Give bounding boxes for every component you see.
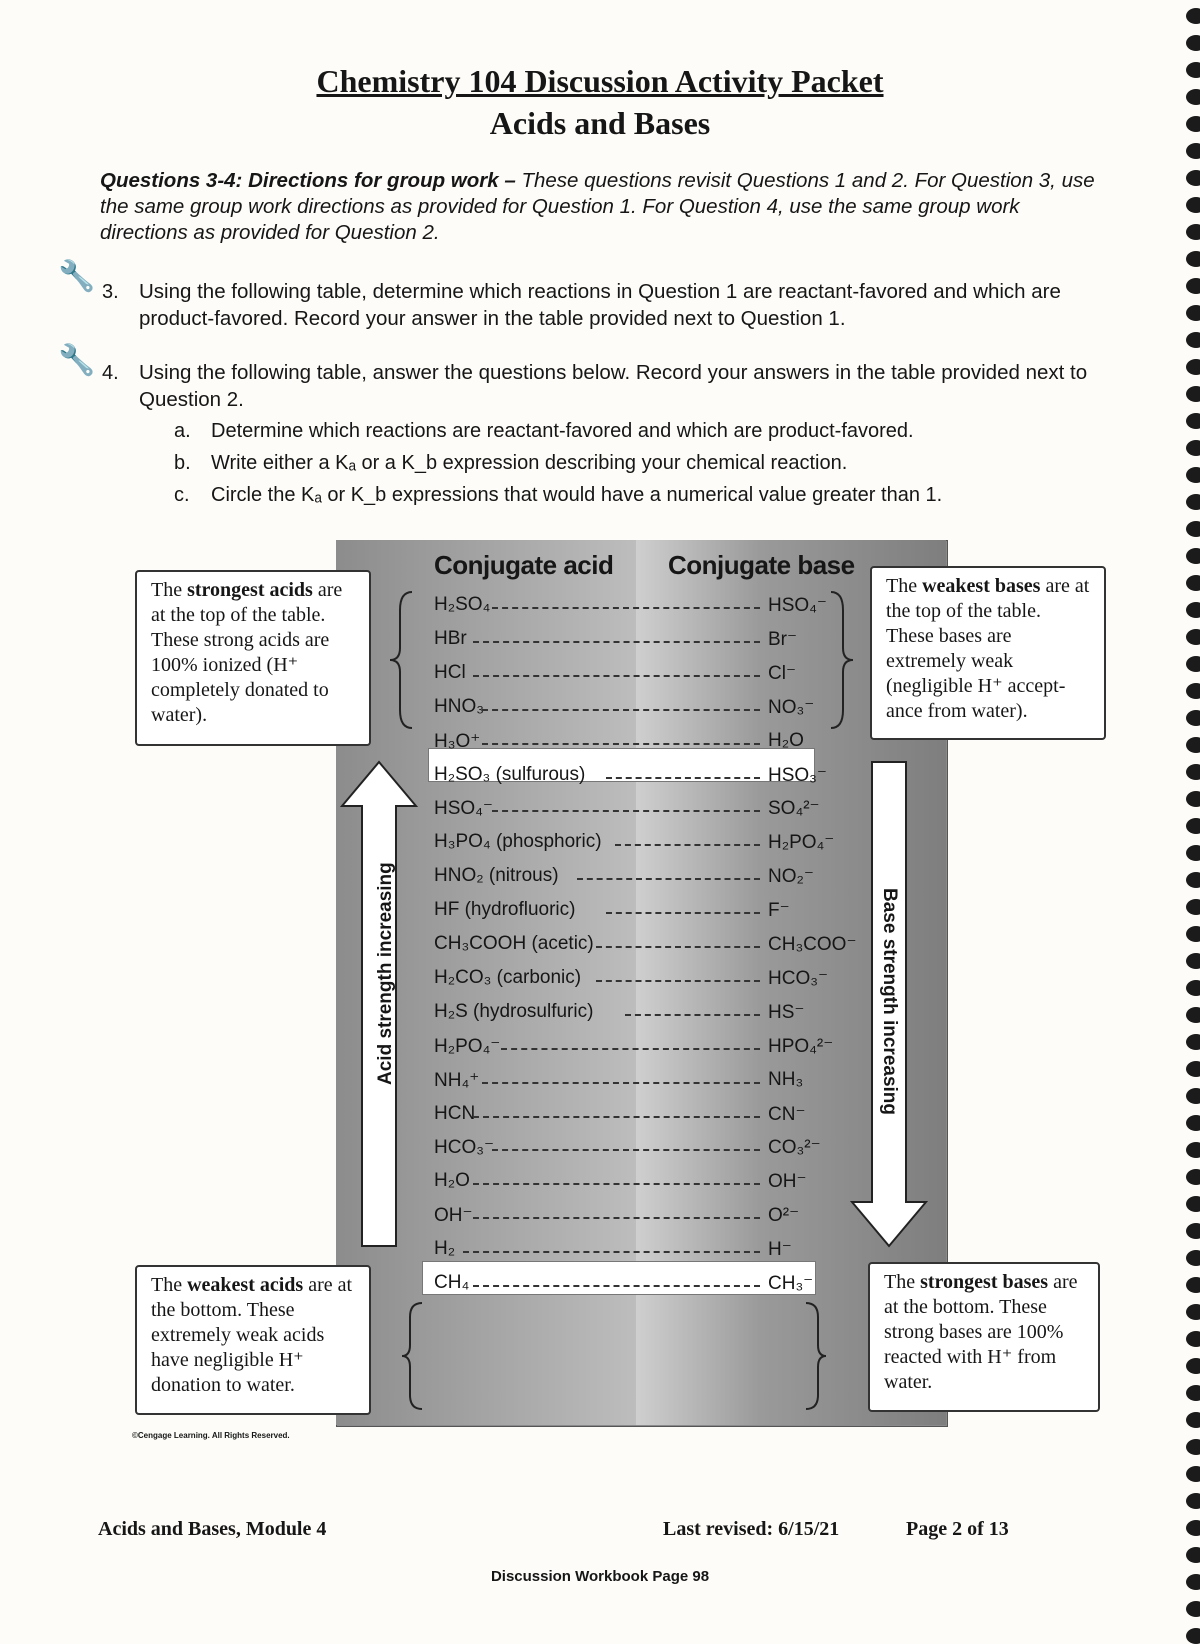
- binding-ring: [1186, 602, 1200, 618]
- binding-ring: [1186, 1520, 1200, 1536]
- acid-strength-label: Acid strength increasing: [375, 862, 396, 1085]
- conjugate-acid-cell: HNO₂ (nitrous): [434, 865, 559, 887]
- row-leader-line: [473, 1285, 761, 1287]
- binding-ring: [1186, 1466, 1200, 1482]
- binding-ring: [1186, 1331, 1200, 1347]
- conjugate-base-cell: H₂O: [768, 729, 804, 751]
- conjugate-acid-cell: NH₄⁺: [434, 1069, 480, 1091]
- right-bottom-brace: [800, 1301, 826, 1411]
- binding-ring: [1186, 1142, 1200, 1158]
- binding-ring: [1186, 1250, 1200, 1266]
- row-leader-line: [492, 1149, 761, 1151]
- conjugate-base-cell: HS⁻: [768, 1001, 805, 1023]
- binding-ring: [1186, 1088, 1200, 1104]
- binding-ring: [1186, 1115, 1200, 1131]
- row-leader-line: [577, 878, 760, 880]
- row-leader-line: [615, 844, 760, 846]
- conjugate-acid-cell: HNO₃: [434, 695, 484, 717]
- binding-ring: [1186, 1304, 1200, 1320]
- page-subtitle: Acids and Bases: [489, 105, 711, 141]
- conjugate-acid-cell: H₂SO₃ (sulfurous): [434, 763, 586, 785]
- conjugate-acid-cell: H₂CO₃ (carbonic): [434, 966, 582, 988]
- conjugate-base-cell: CN⁻: [768, 1103, 806, 1125]
- row-leader-line: [473, 641, 761, 643]
- binding-ring: [1186, 224, 1200, 240]
- callout-weakest-acids: [135, 1265, 371, 1415]
- conjugate-acid-cell: H₂PO₄⁻: [434, 1035, 501, 1057]
- callout-text: are at the top of the table. These strong acids are 100% ionized (H⁺ completely donated to water).: [151, 579, 343, 726]
- row-leader-line: [606, 777, 761, 779]
- binding-ring: [1186, 1061, 1200, 1077]
- conjugate-acid-cell: CH₃COOH (acetic): [434, 933, 594, 954]
- image-credit: ©Cengage Learning. All Rights Reserved.: [132, 1431, 290, 1440]
- binding-ring: [1186, 521, 1200, 537]
- callout-strongest-bases: [868, 1262, 1100, 1412]
- binding-ring: [1186, 899, 1200, 915]
- conjugate-base-cell: NH₃: [768, 1068, 804, 1090]
- binding-ring: [1186, 575, 1200, 591]
- binding-ring: [1186, 683, 1200, 699]
- binding-ring: [1186, 980, 1200, 996]
- binding-ring: [1186, 764, 1200, 780]
- footer-module: Acids and Bases, Module 4: [98, 1518, 327, 1540]
- binding-ring: [1186, 1007, 1200, 1023]
- conjugate-base-cell: CO₃²⁻: [768, 1137, 821, 1159]
- conjugate-base-cell: HPO₄²⁻: [768, 1035, 834, 1057]
- row-leader-line: [463, 1251, 760, 1253]
- h2o-row-band: [422, 1261, 816, 1295]
- conjugate-base-cell: CH₃⁻: [768, 1273, 814, 1294]
- footer-page: Page 2 of 13: [906, 1518, 1009, 1540]
- conjugate-base-cell: NO₃⁻: [768, 696, 815, 718]
- binding-ring: [1186, 845, 1200, 861]
- row-leader-line: [625, 1014, 761, 1016]
- binding-ring: [1186, 251, 1200, 267]
- conjugate-base-cell: F⁻: [768, 900, 790, 922]
- conjugate-acid-cell: H₂SO₄: [434, 594, 491, 615]
- workbook-page: Discussion Workbook Page 98: [490, 1568, 710, 1585]
- spiral-binding: [1170, 0, 1200, 1644]
- conjugate-acid-cell: HF (hydrofluoric): [434, 899, 576, 921]
- binding-ring: [1186, 791, 1200, 807]
- base-strength-label: Base strength increasing: [879, 888, 900, 1116]
- callout-bold: strongest acids: [187, 579, 313, 601]
- conjugate-acid-cell: H₂O: [434, 1170, 470, 1192]
- binding-ring: [1186, 359, 1200, 375]
- conjugate-base-cell: O²⁻: [768, 1205, 800, 1227]
- callout-bold: weakest acids: [187, 1274, 304, 1296]
- callout-text: The: [151, 1274, 188, 1296]
- wrench-icon: 🔧: [58, 344, 96, 377]
- part-a-text: Determine which reactions are reactant-favored and which are product-favored.: [211, 420, 914, 442]
- group-work-directions: [100, 168, 1105, 246]
- callout-bold: weakest bases: [922, 575, 1041, 597]
- binding-ring: [1186, 8, 1200, 24]
- conjugate-acid-cell: H₃O⁺: [434, 730, 481, 752]
- binding-ring: [1186, 1196, 1200, 1212]
- row-leader-line: [492, 607, 761, 609]
- row-leader-line: [482, 743, 760, 745]
- question-3-number: 3.: [102, 281, 119, 303]
- conjugate-acid-cell: HBr: [434, 627, 467, 649]
- binding-ring: [1186, 872, 1200, 888]
- question-4-number: 4.: [102, 362, 119, 384]
- binding-ring: [1186, 305, 1200, 321]
- left-bottom-brace: [402, 1301, 428, 1411]
- conjugate-acid-cell: HCl: [434, 661, 466, 683]
- binding-ring: [1186, 467, 1200, 483]
- binding-ring: [1186, 197, 1200, 213]
- callout-text: are at the bottom. These strong bases are 100% reacted with H⁺ from water.: [884, 1271, 1078, 1393]
- directions-text: These questions revisit Questions 1 and 2. For Question 3, use the same group work directions as provided for Question 1. For Question 4, use the same group work directions as provided for Question 2.: [100, 169, 1095, 244]
- conjugate-base-cell: H₂PO₄⁻: [768, 832, 835, 854]
- binding-ring: [1186, 737, 1200, 753]
- part-c-letter: c.: [174, 484, 190, 506]
- binding-ring: [1186, 1439, 1200, 1455]
- question-3-text: Using the following table, determine which reactions in Question 1 are reactant-favored and which are product-favored. Record your answer in the table provided next to Question 1.: [139, 280, 1061, 330]
- conjugate-acid-cell: HCO₃⁻: [434, 1137, 494, 1159]
- binding-ring: [1186, 1601, 1200, 1617]
- binding-ring: [1186, 1385, 1200, 1401]
- part-a-letter: a.: [174, 420, 191, 442]
- callout-text: are at the top of the table. These bases are extremely weak (negligible H⁺ accept-ance from water).: [886, 575, 1090, 722]
- binding-ring: [1186, 953, 1200, 969]
- conjugate-base-cell: HCO₃⁻: [768, 967, 828, 989]
- row-leader-line: [596, 946, 760, 948]
- conjugate-base-cell: OH⁻: [768, 1171, 807, 1193]
- conjugate-base-cell: NO₂⁻: [768, 866, 814, 888]
- row-leader-line: [596, 980, 760, 982]
- row-leader-line: [492, 810, 761, 812]
- conjugate-acid-cell: OH⁻: [434, 1205, 473, 1227]
- binding-ring: [1186, 278, 1200, 294]
- conjugate-acid-cell: H₂: [434, 1238, 456, 1260]
- callout-weakest-bases: [870, 566, 1106, 740]
- binding-ring: [1186, 1169, 1200, 1185]
- row-leader-line: [482, 709, 760, 711]
- binding-ring: [1186, 1547, 1200, 1563]
- conjugate-base-cell: CH₃COO⁻: [768, 934, 857, 955]
- row-leader-line: [482, 1082, 760, 1084]
- conjugate-base-cell: H⁻: [768, 1239, 792, 1261]
- binding-ring: [1186, 1034, 1200, 1050]
- conjugate-base-cell: HSO₄⁻: [768, 595, 827, 616]
- binding-ring: [1186, 1277, 1200, 1293]
- conjugate-base-cell: Br⁻: [768, 628, 798, 650]
- conjugate-acid-cell: H₃PO₄ (phosphoric): [434, 831, 602, 853]
- row-leader-line: [473, 675, 761, 677]
- callout-text: The: [151, 579, 188, 601]
- binding-ring: [1186, 440, 1200, 456]
- binding-ring: [1186, 494, 1200, 510]
- conjugate-acid-cell: H₂S (hydrosulfuric): [434, 1000, 594, 1022]
- binding-ring: [1186, 710, 1200, 726]
- page-title: Chemistry 104 Discussion Activity Packet: [316, 63, 884, 99]
- binding-ring: [1186, 35, 1200, 51]
- binding-ring: [1186, 548, 1200, 564]
- conjugate-base-cell: HSO₃⁻: [768, 764, 827, 786]
- right-top-brace: [823, 590, 853, 730]
- callout-text: The: [886, 575, 923, 597]
- binding-ring: [1186, 926, 1200, 942]
- part-c-text: Circle the Kₐ or K_b expressions that would have a numerical value greater than 1.: [211, 484, 943, 506]
- left-top-brace: [390, 590, 420, 730]
- binding-ring: [1186, 656, 1200, 672]
- binding-ring: [1186, 818, 1200, 834]
- binding-ring: [1186, 1358, 1200, 1374]
- conjugate-acid-cell: CH₄: [434, 1272, 470, 1293]
- callout-strongest-acids: [135, 570, 371, 746]
- binding-ring: [1186, 143, 1200, 159]
- row-leader-line: [501, 1048, 760, 1050]
- callout-text: are at the bottom. These extremely weak acids have negligible H⁺ donation to water.: [151, 1274, 353, 1396]
- part-b-text: Write either a Kₐ or a K_b expression describing your chemical reaction.: [211, 452, 848, 474]
- binding-ring: [1186, 1223, 1200, 1239]
- binding-ring: [1186, 1493, 1200, 1509]
- binding-ring: [1186, 1628, 1200, 1644]
- conjugate-base-cell: Cl⁻: [768, 662, 796, 684]
- row-leader-line: [473, 1116, 761, 1118]
- row-leader-line: [473, 1217, 761, 1219]
- directions-lead: Questions 3-4: Directions for group work –: [100, 169, 516, 192]
- header-conjugate-base: Conjugate base: [668, 550, 855, 580]
- part-b-letter: b.: [174, 452, 191, 474]
- binding-ring: [1186, 629, 1200, 645]
- binding-ring: [1186, 170, 1200, 186]
- header-conjugate-acid: Conjugate acid: [434, 550, 614, 580]
- binding-ring: [1186, 413, 1200, 429]
- callout-text: The: [884, 1271, 921, 1293]
- wrench-icon: 🔧: [58, 260, 96, 293]
- conjugate-acid-cell: HSO₄⁻: [434, 798, 493, 820]
- conjugate-acid-cell: HCN: [434, 1102, 476, 1124]
- binding-ring: [1186, 332, 1200, 348]
- callout-bold: strongest bases: [920, 1271, 1049, 1293]
- binding-ring: [1186, 1412, 1200, 1428]
- footer-revised: Last revised: 6/15/21: [663, 1518, 840, 1540]
- row-leader-line: [606, 912, 761, 914]
- row-leader-line: [473, 1183, 761, 1185]
- question-4-text: Using the following table, answer the questions below. Record your answers in the table provided next to Question 2.: [139, 361, 1088, 411]
- binding-ring: [1186, 386, 1200, 402]
- conjugate-base-cell: SO₄²⁻: [768, 798, 820, 820]
